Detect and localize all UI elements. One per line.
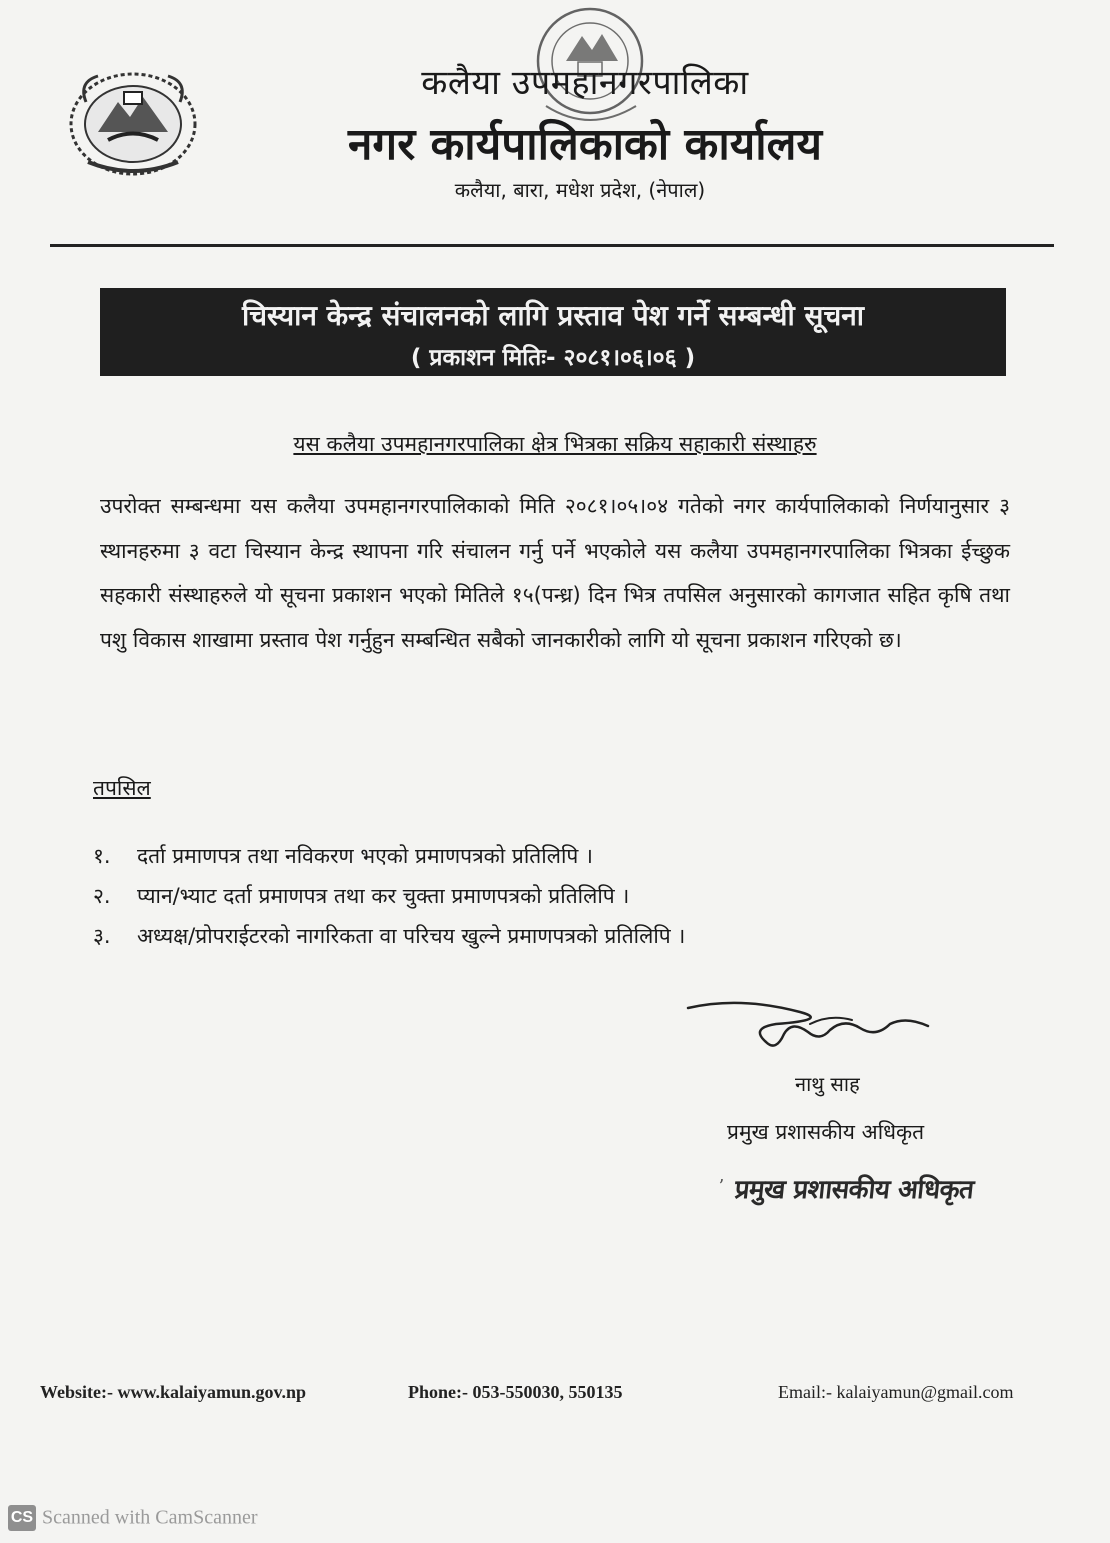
list-item-text: प्यान/भ्याट दर्ता प्रमाणपत्र तथा कर चुक्ता प्रमाणपत्रको प्रतिलिपि । (137, 884, 630, 908)
list-item (93, 876, 993, 916)
handwritten-signature (680, 994, 950, 1064)
camscanner-label: Scanned with CamScanner (42, 1506, 258, 1529)
annex-heading: तपसिल (93, 776, 151, 800)
notice-title: चिस्यान केन्द्र संचालनको लागि प्रस्ताव पेश गर्ने सम्बन्धी सूचना (241, 299, 865, 332)
camscanner-watermark (8, 1505, 258, 1531)
list-item-number: १. (93, 844, 111, 868)
notice-published-date: ( प्रकाशन मितिः- २०८१।०६।०६ ) (410, 345, 696, 371)
office-name: नगर कार्यपालिकाको कार्यालय (348, 119, 822, 170)
list-item (93, 836, 993, 876)
footer-phone: Phone:- 053-550030, 550135 (408, 1382, 623, 1402)
stamp-mark-icon: ʼ (718, 1176, 724, 1197)
list-item-number: ३. (93, 924, 111, 948)
notice-body: उपरोक्त सम्बन्धमा यस कलैया उपमहानगरपालिकाको मिति २०८१।०५।०४ गतेको नगर कार्यपालिकाको निर्णयानुसार ३ स्थानहरुमा ३ वटा चिस्यान केन्द्र स्थापना गरि संचालन गर्नु पर्ने भएकोले यस कलैया उपमहानगरपालिका भित्रका ईच्छुक सहकारी संस्थाहरुले यो सूचना प्रकाशन भएको मितिले १५(पन्ध्र) दिन भित्र तपसिल अनुसारको कागजात सहित कृषि तथा पशु विकास शाखामा प्रस्ताव पेश गर्नुहुन सम्बन्धित सबैको जानकारीको लागि यो सूचना प्रकाशन गरिएको छ। (100, 494, 1010, 652)
list-item (93, 916, 993, 956)
office-address: कलैया, बारा, मधेश प्रदेश, (नेपाल) (454, 178, 706, 202)
footer-email: Email:- kalaiyamun@gmail.com (778, 1382, 1014, 1402)
header-divider (50, 244, 1054, 247)
list-item-text: दर्ता प्रमाणपत्र तथा नविकरण भएको प्रमाणपत्रको प्रतिलिपि । (137, 844, 593, 868)
signer-title: प्रमुख प्रशासकीय अधिकृत (727, 1120, 925, 1144)
signer-name: नाथु साह (795, 1072, 860, 1096)
camscanner-logo-icon: CS (8, 1505, 36, 1531)
annex-list (93, 836, 993, 956)
list-item-text: अध्यक्ष/प्रोपराईटरको नागरिकता वा परिचय खुल्ने प्रमाणपत्रको प्रतिलिपि । (137, 924, 686, 948)
designation-stamp: प्रमुख प्रशासकीय अधिकृत (733, 1175, 976, 1205)
notice-addressee: यस कलैया उपमहानगरपालिका क्षेत्र भित्रका सक्रिय सहाकारी संस्थाहरु (293, 432, 817, 456)
org-name: कलैया उपमहानगरपालिका (421, 63, 749, 103)
list-item-number: २. (93, 884, 111, 908)
footer-website: Website:- www.kalaiyamun.gov.np (40, 1382, 307, 1402)
notice-banner (100, 288, 1006, 376)
